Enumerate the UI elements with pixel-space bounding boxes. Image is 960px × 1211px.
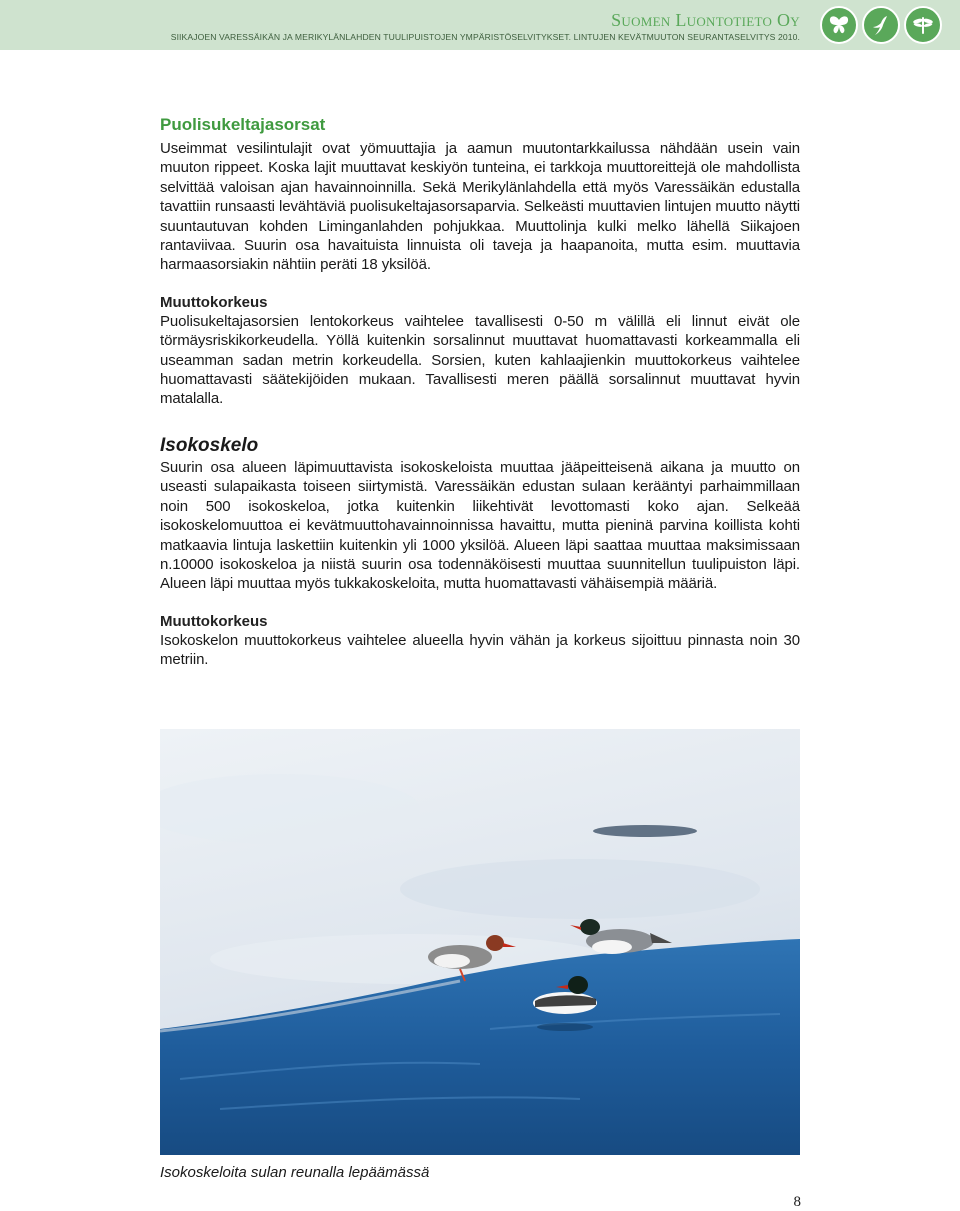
- article-body: [160, 115, 800, 670]
- dragonfly-icon: [904, 6, 942, 44]
- subheading: Muuttokorkeus: [160, 293, 268, 311]
- photo-caption: Isokoskeloita sulan reunalla lepäämässä: [160, 1164, 430, 1181]
- butterfly-icon: [820, 6, 858, 44]
- paragraph: Isokoskelon muuttokorkeus vaihtelee alueella hyvin vähän ja korkeus sijoittuu pinnasta noin 30 metriin.: [160, 631, 800, 669]
- paragraph: Useimmat vesilintulajit ovat yömuuttajia ja aamun muutontarkkailussa nähdään usein vain muuton rippeet. Koska lajit muuttavat keskiyön tunteina, ei tarkkoja muuttoreittejä ole mahdollista selvittää valoisan ajan havainnoinnilla. Sekä Merikylänlahdella että myös Varessäikän edustalla tavattiin runsaasti levähtäviä puolisukeltajasorsaparvia. Selkeästi muuttavien lintujen muutto näytti suuntautuvan kohden Liminganlahden pohjukkaa. Muuttolinja kulki melko lähellä Siikajoen rantaviivaa. Suurin osa havaituista linnuista oli taveja ja haapanoita, mutta esim. muuttavia harmaasorsiakin nähtiin peräti 18 yksilöä.: [160, 140, 800, 274]
- company-name: Suomen Luontotieto Oy: [611, 10, 800, 30]
- report-title: SIIKAJOEN VARESSÄIKÄN JA MERIKYLÄNLAHDEN TUULIPUISTOJEN YMPÄRISTÖSELVITYKSET. LINTUJEN KEVÄTMUUTON SEURANTASELVITYS 2010.: [170, 32, 800, 42]
- subheading: Muuttokorkeus: [160, 612, 268, 630]
- paragraph: Suurin osa alueen läpimuuttavista isokoskeloista muuttaa jääpeitteisenä aikana ja muutto on useasti sulapaikasta toiseen siirtymistä. Varessäikän edustan sulaan kerääntyi parhaimmillaan noin 500 isokoskeloa, jotka kuitenkin liikehtivät levottomasti koko ajan. Selkeää isokoskelomuuttoa ei kevätmuuttohavainnoinnissa havaittu, mutta pieninä parvina koillista kohti matkaavia lintuja laskettiin kuitenkin yli 1000 yksilöä. Alueen läpi saattaa muuttaa maksimissaan n.10000 isokoskeloa ja niistä suurin osa todennäköisesti muuttaa suunnitellun tuulipuiston läpi. Alueen läpi muuttaa myös tukkakoskeloita, mutta huomattavasti vähäisempiä määriä.: [160, 458, 800, 593]
- species-heading: Isokoskelo: [160, 434, 259, 456]
- page-header: [0, 0, 960, 50]
- section-heading: Puolisukeltajasorsat: [160, 115, 326, 134]
- header-icons: [820, 6, 942, 44]
- bird-icon: [862, 6, 900, 44]
- page-number: 8: [793, 1194, 801, 1210]
- merganser-photo: [160, 729, 800, 1155]
- paragraph: Puolisukeltajasorsien lentokorkeus vaihtelee tavallisesti 0-50 m välillä eli linnut eivät ole törmäysriskikorkeudella. Yöllä kuitenkin sorsalinnut muuttavat huomattavasti korkeammalla eli useamman sadan metrin korkeudella. Sorsien, kuten kahlaajienkin muuttokorkeus vaihtelee huomattavasti säätekijöiden mukaan. Tavallisesti meren päällä sorsalinnut muuttavat hyvin matalalla.: [160, 312, 800, 408]
